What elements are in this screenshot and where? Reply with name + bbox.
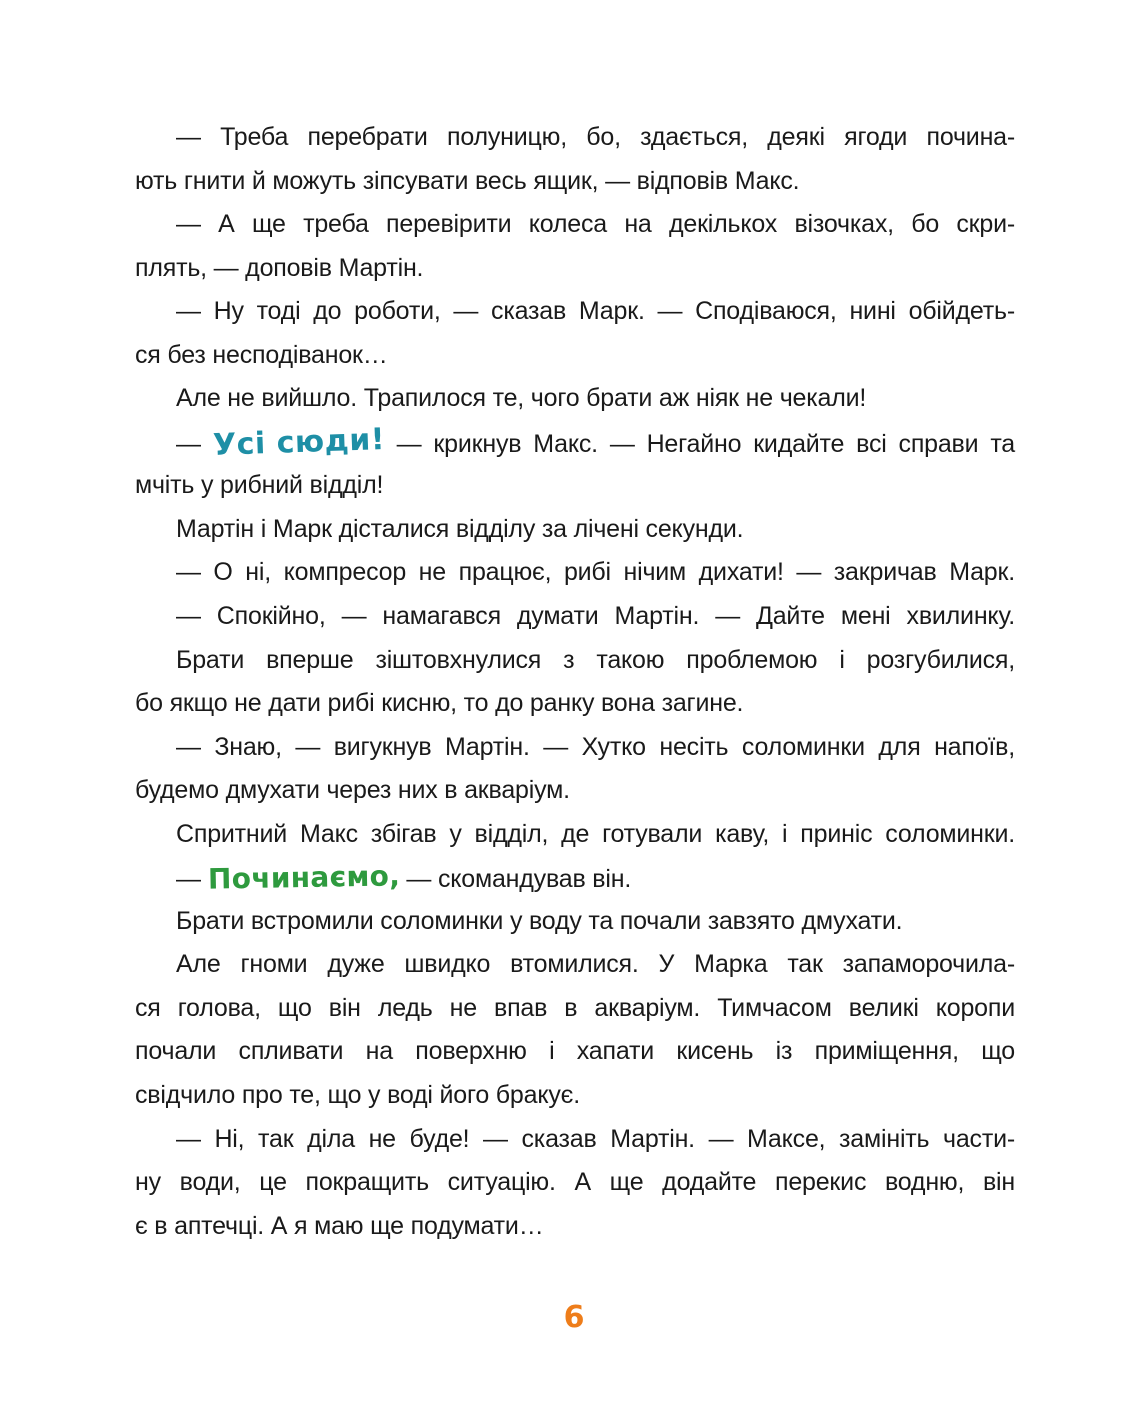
dialogue-rest: — крикнув Макс. — Негайно кидайте всі справи та: [384, 429, 1016, 458]
text-line: свідчило про те, що у воді його бракує.: [135, 1081, 580, 1110]
dialogue-dash: —: [176, 429, 213, 458]
text-line: ся без несподіванок…: [135, 340, 388, 369]
text-line: Але не вийшло. Трапилося те, чого брати аж ніяк не чекали!: [176, 384, 867, 413]
dialogue-dash: —: [176, 865, 208, 894]
story-text: [135, 116, 1015, 1248]
text-line: — О ні, компресор не працює, рибі нічим дихати! — закричав Марк.: [176, 558, 1015, 587]
text-line: будемо дмухати через них в акваріум.: [135, 776, 570, 805]
exclamation-accent-teal: Усі сюди!: [212, 421, 386, 463]
text-line-with-exclamation: [135, 856, 1015, 900]
text-line: — А ще треба перевірити колеса на декількох візочках, бо скри-: [176, 210, 1015, 239]
text-line: Брати вперше зіштовхнулися з такою проблемою і розгубилися,: [176, 645, 1015, 674]
exclamation-accent-green: Починаємо,: [207, 859, 400, 896]
text-line: — Ні, так діла не буде! — сказав Мартін. — Максе, замініть части-: [176, 1124, 1015, 1153]
text-line: Брати встромили соломинки у воду та почали завзято дмухати.: [176, 906, 903, 935]
text-line: — Ну тоді до роботи, — сказав Марк. — Сподіваюся, нині обійдеть-: [176, 297, 1015, 326]
text-line: мчіть у рибний відділ!: [135, 471, 384, 500]
page-number: 6: [563, 1300, 585, 1335]
text-line: Спритний Макс збігав у відділ, де готували каву, і приніс соломинки.: [176, 819, 1015, 848]
text-line: ну води, це покращить ситуацію. А ще додайте перекис водню, він: [135, 1168, 1015, 1197]
text-line: ся голова, що він ледь не впав в акваріум. Тимчасом великі коропи: [135, 993, 1015, 1022]
text-line: почали спливати на поверхню і хапати кисень із приміщення, що: [135, 1037, 1015, 1066]
dialogue-rest: — скомандував він.: [399, 865, 632, 894]
text-line: плять, — доповів Мартін.: [135, 253, 424, 282]
text-line: — Спокійно, — намагався думати Мартін. — Дайте мені хвилинку.: [176, 602, 1015, 631]
text-line: ють гнити й можуть зіпсувати весь ящик, — відповів Макс.: [135, 166, 800, 195]
text-line: Але гноми дуже швидко втомилися. У Марка так запаморочила-: [176, 950, 1015, 979]
text-line: бо якщо не дати рибі кисню, то до ранку вона загине.: [135, 689, 744, 718]
text-line: є в аптечці. А я маю ще подумати…: [135, 1211, 544, 1240]
text-line: Мартін і Марк дісталися відділу за лічені секунди.: [176, 514, 744, 543]
text-line: — Знаю, — вигукнув Мартін. — Хутко несіть соломинки для напоїв,: [176, 732, 1015, 761]
text-line: — Треба перебрати полуницю, бо, здається, деякі ягоди почина-: [176, 123, 1015, 151]
text-line-with-exclamation: [135, 421, 1015, 465]
